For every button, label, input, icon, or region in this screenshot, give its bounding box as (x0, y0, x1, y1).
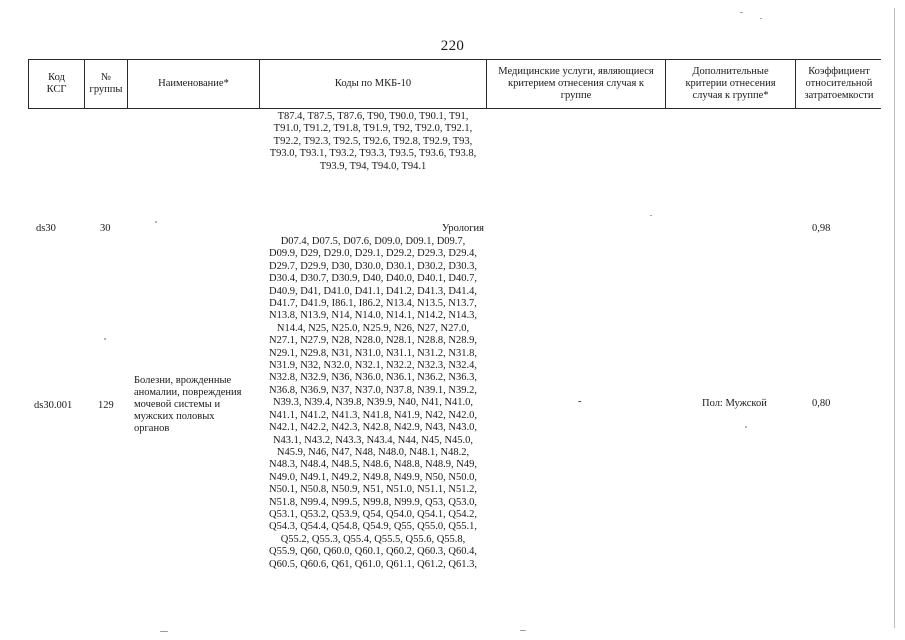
profile-row-code: ds30 (36, 223, 56, 234)
header-group-number-label: № группы (89, 72, 123, 95)
header-name-label: Наименование* (158, 78, 229, 89)
scan-speck (104, 338, 106, 340)
group-row-coefficient: 0,80 (812, 398, 831, 409)
header-mkb-codes-label: Коды по МКБ-10 (334, 78, 412, 89)
scan-speck (155, 221, 157, 223)
table-header-bottom-border (28, 108, 881, 109)
header-coefficient (796, 60, 882, 108)
profile-row-group: 30 (100, 223, 111, 234)
scan-speck (745, 426, 747, 428)
scan-edge-line (894, 8, 895, 628)
header-medical-services-label: Медицинские услуги, являющиеся критерием отнесения случая к группе (498, 66, 654, 101)
scan-speck (160, 631, 168, 632)
header-mkb-codes (260, 60, 486, 108)
scan-speck (740, 12, 743, 13)
header-extra-criteria-label: Дополнительные критерии отнесения случая к группе* (685, 66, 776, 101)
group-row-name: Болезни, врожденные аномалии, повреждения мочевой системы и мужских половых органов (134, 375, 242, 434)
group-row-mkb-codes: D07.4, D07.5, D07.6, D09.0, D09.1, D09.7, D09.9, D29, D29.0, D29.1, D29.2, D29.3, D29.4, D29.7, D29.9, D30, D30.0, D30.1, D30.2, D30.3, D30.4, D30.7, D30.9, D40, D40.0, D40.1, D40.7, D40.9, D41, D41.0, D41.1, D41.2, D41.3, D41.4, D41.7, D41.9, I86.1, I86.2, N13.4, N13.5, N13.7, N13.8, N13.9, N14, N14.0, N14.1, N14.2, N14.3, N14.4, N25, N25.0, N25.9, N26, N27, N27.0, N27.1, N27.9, N28, N28.0, N28.1, N28.8, N28.9, N29.1, N29.8, N31, N31.0, N31.1, N31.2, N31.8, N31.9, N32, N32.0, N32.1, N32.2, N32.3, N32.4, N32.8, N32.9, N36, N36.0, N36.1, N36.2, N36.3, N36.8, N36.9, N37, N37.0, N37.8, N39.1, N39.2, N39.3, N39.4, N39.8, N39.9, N40, N41, N41.0, N41.1, N41.2, N41.3, N41.8, N41.9, N42, N42.0, N42.1, N42.2, N42.3, N42.8, N42.9, N43, N43.0, N43.1, N43.2, N43.3, N43.4, N44, N45, N45.0, N45.9, N46, N47, N48, N48.0, N48.1, N48.2, N48.3, N48.4, N48.5, N48.6, N48.8, N48.9, N49, N49.0, N49.1, N49.2, N49.8, N49.9, N50, N50.0, N50.1, N50.8, N50.9, N51, N51.0, N51.1, N51.2, N51.8, N99.4, N99.5, N99.8, N99.9, Q53, Q53.0, Q53.1, Q53.2, Q53.9, Q54, Q54.0, Q54.1, Q54.2, Q54.3, Q54.4, Q54.8, Q54.9, Q55, Q55.0, Q55.1, Q55.2, Q55.3, Q55.4, Q55.5, Q55.6, Q55.8, Q55.9, Q60, Q60.0, Q60.1, Q60.2, Q60.3, Q60.4, Q60.5, Q60.6, Q61, Q61.0, Q61.1, Q61.2, Q61.3, (269, 236, 477, 570)
header-name (128, 60, 259, 108)
scan-speck (650, 215, 652, 216)
scan-speck (760, 18, 762, 19)
header-group-number (85, 60, 127, 108)
header-medical-services (487, 60, 665, 108)
header-extra-criteria (666, 60, 795, 108)
group-row-extra-criteria: Пол: Мужской (702, 398, 767, 409)
scan-speck (520, 630, 526, 631)
page-number: 220 (440, 38, 465, 54)
header-ksg-code (29, 60, 84, 108)
profile-row-name: Урология (441, 223, 484, 234)
group-row-code: ds30.001 (34, 400, 73, 411)
header-coefficient-label: Коэффициент относительной затратоемкости (804, 66, 874, 101)
profile-row-coefficient: 0,98 (812, 223, 831, 234)
header-ksg-code-label: Код КСГ (46, 72, 67, 95)
continuation-mkb-codes: T87.4, T87.5, T87.6, T90, T90.0, T90.1, T91, T91.0, T91.2, T91.8, T91.9, T92, T92.0, T92.1, T92.2, T92.3, T92.5, T92.6, T92.8, T92.9, T93, T93.0, T93.1, T93.2, T93.3, T93.5, T93.6, T93.8, T93.9, T94, T94.0, T94.1 (269, 111, 477, 172)
group-row-services: - (578, 396, 582, 407)
group-row-group: 129 (98, 400, 114, 411)
